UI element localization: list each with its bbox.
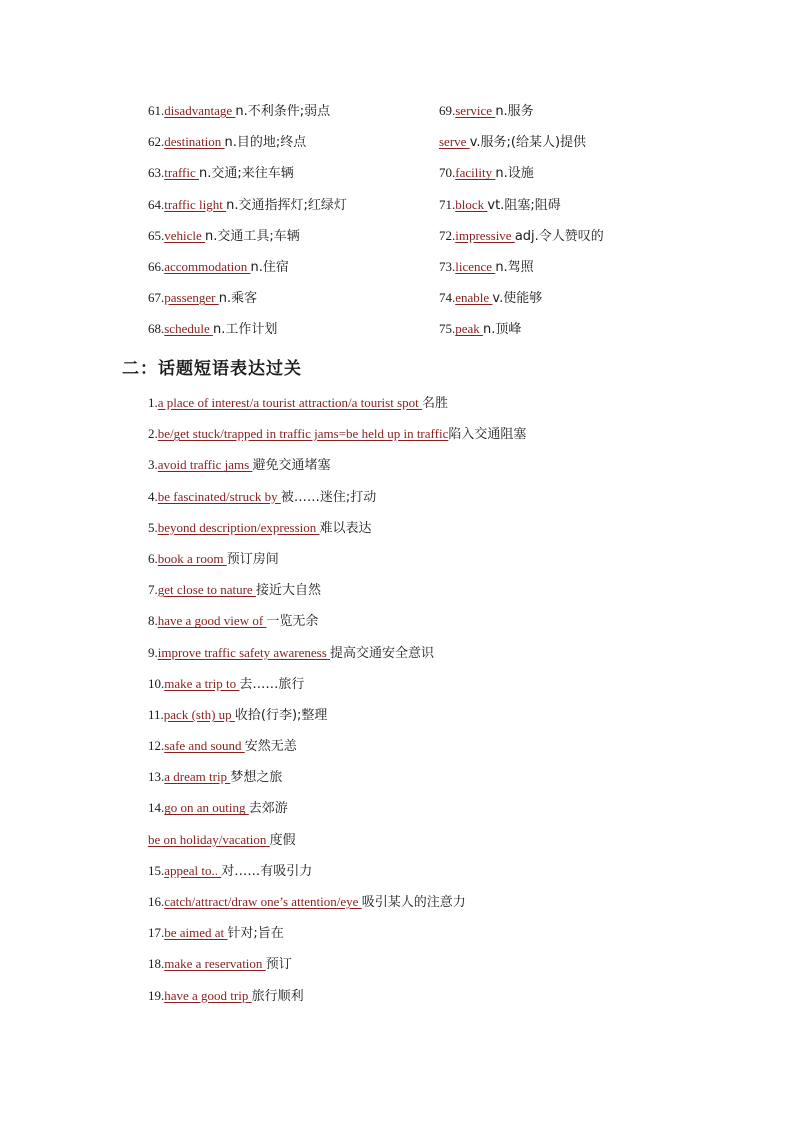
answer-phrase: be/get stuck/trapped in traffic jams=be held up in traffic [157,426,449,442]
item-number: 63. [148,165,165,181]
item-number: 18. [148,956,165,972]
vocab-item [148,288,439,319]
meaning: 收拾(行李);整理 [234,707,328,723]
meaning: 难以表达 [319,520,372,536]
answer-word: licence [455,258,496,274]
answer-phrase: make a trip to [164,675,240,691]
phrase-item [148,674,768,705]
meaning: 梦想之旅 [230,770,283,786]
item-number: 6. [148,550,158,566]
vocab-item [439,288,739,319]
vocab-item [439,163,739,194]
phrase-item [148,767,768,798]
meaning: 预订 [265,957,292,973]
phrase-item [148,830,768,861]
vocab-item [439,257,739,288]
item-number: 3. [148,457,158,473]
definition: n.工作计划 [212,322,278,338]
phrase-item [148,986,768,1017]
item-number: 7. [148,582,158,598]
phrase-item [148,611,768,642]
meaning: 一览无余 [266,614,319,630]
item-number: 19. [148,987,165,1003]
vocab-item [148,257,439,288]
answer-word: peak [455,321,484,337]
answer-word: enable [455,290,493,306]
answer-word: vehicle [164,227,206,243]
answer-word: destination [164,134,225,150]
item-number: 4. [148,488,158,504]
answer-phrase: make a reservation [164,956,266,972]
answer-word: disadvantage [164,103,236,118]
answer-word: traffic light [164,196,227,212]
item-number: 74. [439,290,456,306]
meaning: 去郊游 [248,801,288,817]
answer-phrase: safe and sound [164,738,245,754]
phrase-item [148,923,768,954]
meaning: 被……迷住;打动 [280,489,377,505]
item-number: 8. [148,613,158,629]
answer-word: block [455,196,488,212]
vocab-item [148,226,439,257]
answer-word: accommodation [164,258,251,274]
phrase-item [148,861,768,892]
definition: n.乘客 [218,291,258,307]
answer-phrase: improve traffic safety awareness [157,644,331,660]
vocabulary-list [148,101,748,351]
phrase-item [148,424,768,455]
answer-word: facility [455,165,496,181]
item-number: 10. [148,675,165,691]
item-number: 5. [148,519,158,535]
definition: n.交通工具;车辆 [205,228,300,244]
answer-phrase: a dream trip [164,769,231,785]
meaning: 安然无恙 [244,739,297,755]
answer-phrase: have a good view of [157,613,267,629]
answer-word: impressive [455,227,515,243]
meaning: 提高交通安全意识 [330,645,435,661]
answer-word: serve [439,134,470,150]
meaning: 度假 [269,832,296,848]
answer-phrase: beyond description/expression [157,519,320,535]
answer-phrase: be on holiday/vacation [148,831,270,847]
definition: n.服务 [495,104,534,119]
meaning: 针对;旨在 [227,926,284,942]
item-number: 9. [148,644,158,660]
answer-phrase: avoid traffic jams [157,457,253,473]
item-number: 71. [439,196,456,212]
item-number: 11. [148,706,164,722]
definition: n.交通指挥灯;红绿灯 [226,197,347,213]
definition: n.住宿 [250,259,289,275]
item-number: 68. [148,321,165,337]
phrase-item [148,798,768,829]
vocab-item [439,195,739,226]
phrase-item [148,892,768,923]
item-number: 61. [148,103,165,118]
phrase-item [148,549,768,580]
definition: n.设施 [495,166,534,182]
answer-phrase: go on an outing [164,800,249,816]
answer-word: traffic [164,165,200,181]
answer-word: passenger [164,290,219,306]
answer-phrase: appeal to.. [164,862,222,878]
meaning: 吸引某人的注意力 [361,895,466,910]
item-number: 62. [148,134,165,150]
meaning: 名胜 [422,396,449,411]
item-number: 16. [148,894,165,909]
phrase-item [148,518,768,549]
phrase-item [148,643,768,674]
item-number: 66. [148,258,165,274]
item-number: 73. [439,258,456,274]
answer-phrase: catch/attract/draw one’s attention/eye [164,894,362,909]
definition: n.顶峰 [483,322,522,338]
answer-word: service [455,103,496,118]
item-number: 15. [148,862,165,878]
vocab-item [439,319,739,350]
meaning: 去……旅行 [239,676,305,692]
item-number: 67. [148,290,165,306]
vocab-item [148,195,439,226]
item-number: 70. [439,165,456,181]
item-number: 72. [439,227,456,243]
item-number: 17. [148,925,165,941]
vocab-item [148,163,439,194]
section-heading: 二：话题短语表达过关 [122,359,302,379]
vocab-item [148,319,439,350]
answer-phrase: be fascinated/struck by [157,488,281,504]
definition: n.目的地;终点 [224,135,307,151]
answer-phrase: get close to nature [157,582,256,598]
vocab-item [439,132,739,163]
answer-phrase: pack (sth) up [163,706,235,722]
definition: v.使能够 [492,291,543,307]
vocab-item [439,226,739,257]
item-number: 75. [439,321,456,337]
item-number: 1. [148,395,158,410]
answer-phrase: a place of interest/a tourist attraction/a tourist spot [157,395,423,410]
meaning: 对……有吸引力 [221,863,313,879]
phrase-item [148,954,768,985]
item-number: 64. [148,196,165,212]
vocab-item [148,101,439,132]
answer-phrase: be aimed at [164,925,228,941]
answer-word: schedule [164,321,213,337]
definition: n.交通;来往车辆 [199,166,294,182]
phrase-list [148,393,768,1017]
item-number: 65. [148,227,165,243]
vocab-item [148,132,439,163]
phrase-item [148,736,768,767]
item-number: 14. [148,800,165,816]
item-number: 2. [148,426,158,442]
item-number: 12. [148,738,165,754]
phrase-item [148,580,768,611]
phrase-item [148,455,768,486]
item-number: 13. [148,769,165,785]
definition: vt.阻塞;阻碍 [487,197,561,213]
phrase-item [148,705,768,736]
definition: n.不利条件;弱点 [235,104,331,119]
vocab-item [439,101,739,132]
phrase-item [148,487,768,518]
meaning: 预订房间 [226,551,279,567]
meaning: 陷入交通阻塞 [448,427,527,443]
phrase-item [148,393,768,424]
item-number: 69. [439,103,456,118]
meaning: 旅行顺利 [251,988,304,1004]
definition: n.驾照 [495,259,534,275]
answer-phrase: have a good trip [164,987,252,1003]
definition: adj.令人赞叹的 [514,228,604,244]
meaning: 接近大自然 [255,583,321,599]
answer-phrase: book a room [157,550,227,566]
meaning: 避免交通堵塞 [252,458,331,474]
definition: v.服务;(给某人)提供 [469,135,587,151]
